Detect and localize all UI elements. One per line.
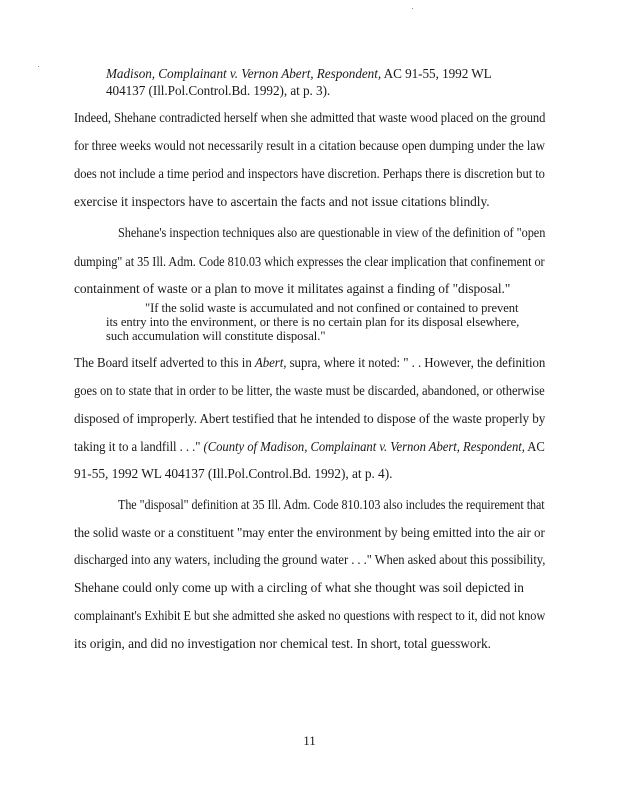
scan-speck xyxy=(412,8,413,9)
citation-line-1 xyxy=(106,66,492,81)
para3-line-5: 91-55, 1992 WL 404137 (Ill.Pol.Control.Bd. 1992), at p. 4). xyxy=(74,466,393,481)
para1-line-1: Indeed, Shehane contradicted herself when she admitted that waste wood placed on the ground xyxy=(74,110,546,125)
para3-line-4: taking it to a landfill . . ." (County of Madison, Complainant v. Vernon Abert, Respondent, AC xyxy=(74,439,545,454)
para4-line-6: its origin, and did no investigation nor chemical test. In short, total guesswork. xyxy=(74,636,491,651)
para2-line-1: Shehane's inspection techniques also are questionable in view of the definition of "open xyxy=(118,225,546,240)
para2-line-3: containment of waste or a plan to move it militates against a finding of "disposal." xyxy=(74,281,511,296)
scan-speck xyxy=(38,66,39,67)
para4-line-3: discharged into any waters, including the ground water . . ." When asked about this possibility, xyxy=(74,552,546,567)
para1-line-2: for three weeks would not necessarily result in a citation because open dumping under the law xyxy=(74,138,545,153)
citation-reference: AC 91-55, 1992 WL xyxy=(383,66,492,81)
para4-line-5: complainant's Exhibit E but she admitted she asked no questions with respect to it, did not know xyxy=(74,608,546,623)
para4-line-2: the solid waste or a constituent "may enter the environment by being emitted into the air or xyxy=(74,525,545,540)
para3-line-1: The Board itself adverted to this in Abert, supra, where it noted: " . . However, the definition xyxy=(74,355,546,370)
para1-line-4: exercise it inspectors have to ascertain the facts and not issue citations blindly. xyxy=(74,194,490,209)
para2-line-2: dumping" at 35 Ill. Adm. Code 810.03 which expresses the clear implication that confinement or xyxy=(74,254,545,269)
para4-line-1: The "disposal" definition at 35 Ill. Adm. Code 810.103 also includes the requirement that xyxy=(118,497,545,512)
case-citation-italic: (County of Madison, Complainant v. Vernon Abert, Respondent, xyxy=(203,439,525,454)
para3-line-2: goes on to state that in order to be litter, the waste must be discarded, abandoned, or otherwise xyxy=(74,383,545,398)
para3-line-3: disposed of improperly. Abert testified that he intended to dispose of the waste properly by xyxy=(74,411,546,426)
quote-line-2: its entry into the environment, or there is no certain plan for its disposal elsewhere, xyxy=(106,315,520,329)
quote-line-1: "If the solid waste is accumulated and not confined or contained to prevent xyxy=(145,301,519,315)
case-name-abert: Abert, xyxy=(254,355,287,370)
citation-line-2: 404137 (Ill.Pol.Control.Bd. 1992), at p. 3). xyxy=(106,83,331,98)
citation-case-name: Madison, Complainant v. Vernon Abert, Respondent, xyxy=(106,66,382,81)
page-number: 11 xyxy=(303,733,316,748)
para1-line-3: does not include a time period and inspectors have discretion. Perhaps there is discretion but to xyxy=(74,166,545,181)
para4-line-4: Shehane could only come up with a circling of what she thought was soil depicted in xyxy=(74,580,524,595)
quote-line-3: such accumulation will constitute disposal." xyxy=(106,329,326,343)
